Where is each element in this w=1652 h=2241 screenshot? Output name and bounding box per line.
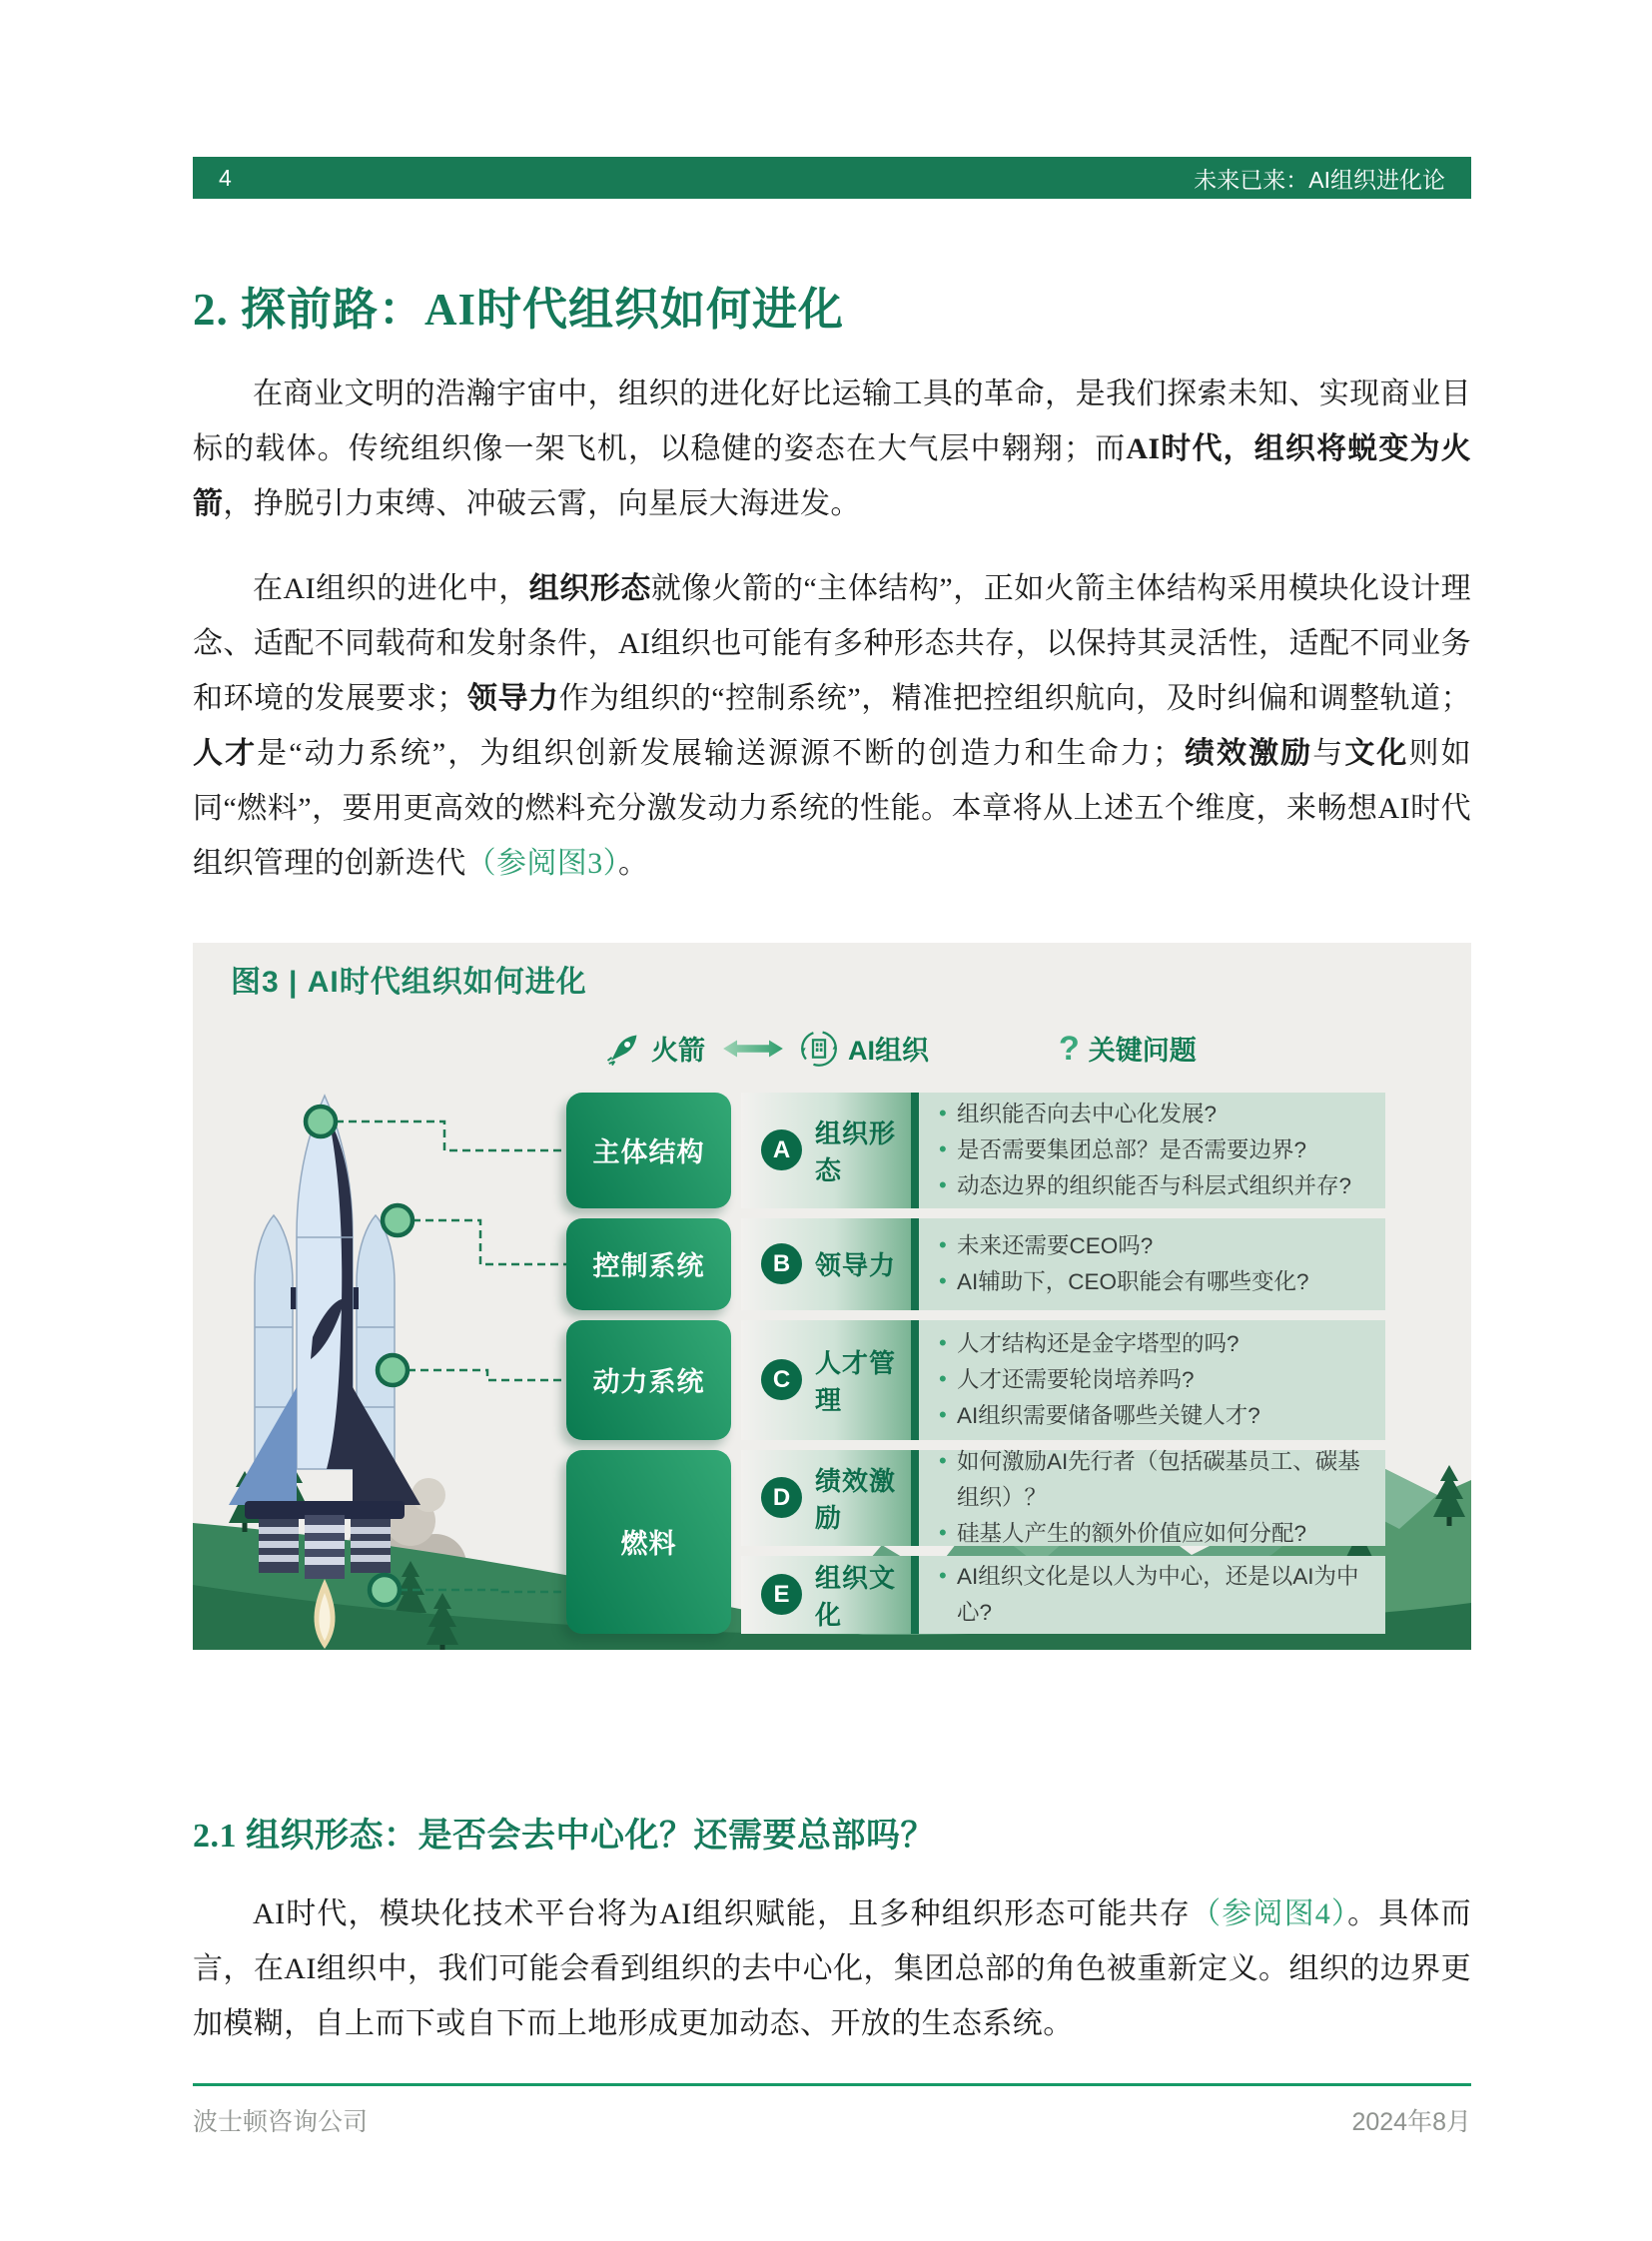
question-mark-icon: ? — [1059, 1029, 1080, 1068]
figure-reference-link[interactable]: （参阅图3） — [465, 846, 619, 880]
node-power-system-icon — [378, 1355, 408, 1385]
figure-3 — [193, 943, 1471, 1650]
emphasized-text: 领导力 — [466, 681, 559, 715]
node-control-system-icon — [383, 1205, 413, 1235]
node-fuel-icon — [370, 1575, 400, 1605]
body-text: 则如同“燃料”，要用更高效的燃料充分激发动力系统的性能。本章将从上述五个维度，来畅想AI时代组织管理的创新迭代 — [193, 736, 1471, 880]
body-text: 是“动力系统”，为组织创新发展输送源源不断的创造力和生命力； — [257, 736, 1184, 770]
paragraph-1 — [193, 367, 1471, 531]
rocket-part-label: 控制系统 — [566, 1218, 731, 1310]
legend-rocket — [604, 1029, 705, 1068]
question-item: • AI辅助下，CEO职能会有哪些变化? — [937, 1264, 1367, 1300]
page-content — [193, 0, 1471, 2051]
aspect-label: 组织形态 — [815, 1118, 897, 1185]
aspect-label: 绩效激励 — [815, 1465, 897, 1533]
question-item: • AI组织文化是以人为中心，还是以AI为中心? — [937, 1559, 1367, 1630]
emphasized-text: 文化 — [1344, 736, 1409, 770]
figure-title: 图3 | AI时代组织如何进化 — [231, 965, 587, 999]
page-footer — [193, 2083, 1471, 2138]
aspect-cell — [741, 1450, 919, 1546]
emphasized-text: 绩效激励 — [1183, 736, 1313, 770]
aspect-label: 领导力 — [815, 1250, 897, 1281]
body-text: ，挣脱引力束缚、冲破云霄，向星辰大海进发。 — [223, 486, 861, 520]
running-head-title: 未来已来：AI组织进化论 — [1194, 166, 1445, 193]
legend-questions-label: 关键问题 — [1088, 1036, 1197, 1067]
legend-organization — [799, 1029, 929, 1069]
body-text: AI时代，模块化技术平台将为AI组织赋能，且多种组织形态可能共存 — [253, 1896, 1192, 1930]
question-item: • 动态边界的组织能否与科层式组织并存? — [937, 1168, 1367, 1204]
node-body-structure-icon — [306, 1107, 336, 1136]
body-text: 就像火箭的“主体结构”，正如火箭主体结构采用模块化设计理念、适配不同载荷和发射条件，AI组织也可能有多种形态共存，以保持其灵活性，适配不同业务和环境的发展要求； — [193, 571, 1471, 715]
letter-badge: C — [761, 1359, 802, 1400]
paragraph-2 — [193, 561, 1471, 891]
body-text: 。 — [618, 846, 649, 880]
footer-company: 波士顿咨询公司 — [193, 2108, 369, 2136]
aspect-cell — [741, 1556, 919, 1634]
figure-table — [566, 1093, 1391, 1634]
aspect-label: 人才管理 — [815, 1347, 897, 1415]
question-item: • 硅基人产生的额外价值应如何分配? — [937, 1516, 1367, 1552]
letter-badge: B — [761, 1243, 802, 1284]
page-number: 4 — [219, 164, 232, 191]
legend-questions — [1059, 1029, 1197, 1068]
body-text: 与 — [1312, 736, 1345, 770]
rocket-part-label: 动力系统 — [566, 1320, 731, 1440]
aspect-cell — [741, 1320, 919, 1440]
emphasized-text: AI时代，组织将蜕变为火箭 — [193, 431, 1472, 520]
questions-cell — [919, 1320, 1385, 1440]
tree-icon — [1433, 1465, 1465, 1526]
question-item: • 未来还需要CEO吗? — [937, 1228, 1367, 1264]
emphasized-text: 组织形态 — [528, 571, 651, 605]
question-item: • 如何激励AI先行者（包括碳基员工、碳基组织）？ — [937, 1444, 1367, 1515]
question-item: • 人才还需要轮岗培养吗? — [937, 1362, 1367, 1398]
questions-cell — [919, 1093, 1385, 1208]
emphasized-text: 人才 — [193, 736, 258, 770]
aspect-cell — [741, 1218, 919, 1310]
body-text: 。具体而言，在AI组织中，我们可能会看到组织的去中心化，集团总部的角色被重新定义。组织的边界更加模糊，自上而下或自下而上地形成更加动态、开放的生态系统。 — [193, 1896, 1471, 2040]
rocket-part-label: 燃料 — [566, 1450, 731, 1634]
rocket-icon — [604, 1030, 642, 1068]
section-title: 2. 探前路：AI时代组织如何进化 — [193, 285, 845, 335]
paragraph-3 — [193, 1886, 1471, 2051]
footer-date: 2024年8月 — [1351, 2108, 1471, 2136]
legend-rocket-label: 火箭 — [651, 1036, 705, 1067]
aspect-cell — [741, 1093, 919, 1208]
subsection-title: 2.1 组织形态：是否会去中心化？还需要总部吗？ — [193, 1817, 935, 1855]
rocket-illustration — [193, 1088, 566, 1650]
questions-cell — [919, 1450, 1385, 1546]
building-cycle-icon — [799, 1029, 839, 1069]
body-text: 在商业文明的浩瀚宇宙中，组织的进化好比运输工具的革命，是我们探索未知、实现商业目标的载体。传统组织像一架飞机，以稳健的姿态在大气层中翱翔；而 — [193, 376, 1471, 465]
aspect-label: 组织文化 — [815, 1562, 897, 1630]
letter-badge: E — [761, 1574, 802, 1615]
double-arrow-icon — [721, 1037, 785, 1061]
letter-badge: A — [761, 1129, 802, 1170]
figure-reference-link[interactable]: （参阅图4） — [1191, 1896, 1348, 1930]
question-item: • 是否需要集团总部？是否需要边界? — [937, 1132, 1367, 1168]
questions-cell — [919, 1218, 1385, 1310]
rocket-part-label: 主体结构 — [566, 1093, 731, 1208]
body-text: 作为组织的“控制系统”，精准把控组织航向，及时纠偏和调整轨道； — [558, 681, 1472, 715]
legend-organization-label: AI组织 — [848, 1036, 929, 1067]
page-header-bar — [193, 157, 1471, 199]
body-text: 在AI组织的进化中， — [253, 571, 529, 605]
question-item: • 人才结构还是金字塔型的吗? — [937, 1326, 1367, 1362]
figure-legend — [566, 1019, 1391, 1079]
question-item: • 组织能否向去中心化发展? — [937, 1097, 1367, 1132]
letter-badge: D — [761, 1477, 802, 1518]
questions-cell — [919, 1556, 1385, 1634]
question-item: • AI组织需要储备哪些关键人才? — [937, 1398, 1367, 1434]
